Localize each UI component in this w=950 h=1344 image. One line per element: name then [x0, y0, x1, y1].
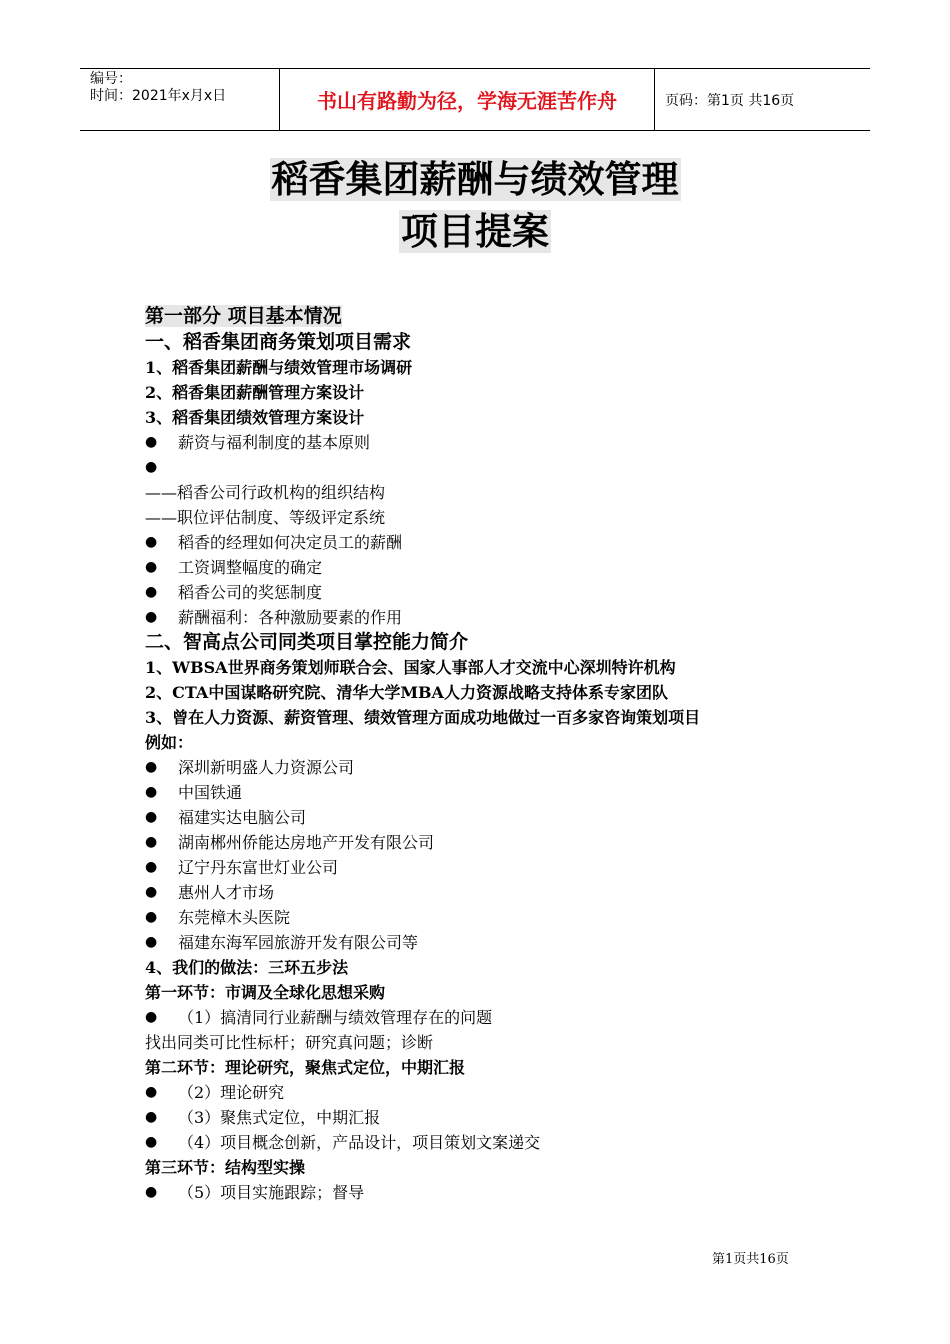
document-title-line1: 稻香集团薪酬与绩效管理	[271, 158, 679, 201]
example-item: ● 深圳新明盛人力资源公司	[145, 755, 865, 780]
bullet-icon: ●	[145, 909, 158, 925]
example-item: ● 福建实达电脑公司	[145, 805, 865, 830]
example-item: ● 湖南郴州侨能达房地产开发有限公司	[145, 830, 865, 855]
stage-heading-3: 第三环节：结构型实操	[145, 1158, 306, 1177]
number-label: 编号：	[90, 71, 132, 87]
part-heading: 第一部分 项目基本情况	[145, 305, 342, 327]
bullet-icon: ●	[145, 859, 158, 875]
document-body	[145, 303, 865, 1205]
bullet-icon: ●	[145, 1184, 158, 1200]
bullet-item: ● 稻香公司的奖惩制度	[145, 580, 865, 605]
bullet-icon: ●	[145, 1134, 158, 1150]
numbered-item: 3、曾在人力资源、薪资管理、绩效管理方面成功地做过一百多家咨询策划项目	[145, 708, 701, 727]
document-header	[80, 68, 870, 131]
dash-item: ——职位评估制度、等级评定系统	[145, 508, 386, 527]
stage-bullet: ● （5）项目实施跟踪；督导	[145, 1180, 865, 1205]
bullet-item: ● 工资调整幅度的确定	[145, 555, 865, 580]
stage-heading-1: 第一环节：市调及全球化思想采购	[145, 983, 386, 1002]
stage-plain-text: 找出同类可比性标杆；研究真问题；诊断	[145, 1033, 434, 1052]
numbered-item: 4、我们的做法：三环五步法	[145, 958, 349, 977]
example-item: ● 惠州人才市场	[145, 880, 865, 905]
bullet-icon: ●	[145, 884, 158, 900]
header-page-info: 页码：第1页 共16页	[665, 92, 795, 109]
bullet-icon: ●	[145, 434, 158, 450]
bullet-item: ● 薪酬福利：各种激励要素的作用	[145, 605, 865, 630]
example-item: ● 辽宁丹东富世灯业公司	[145, 855, 865, 880]
numbered-item: 3、稻香集团绩效管理方案设计	[145, 408, 365, 427]
section-heading-2: 二、智高点公司同类项目掌控能力简介	[145, 631, 469, 653]
document-title-line2: 项目提案	[401, 210, 549, 253]
bullet-icon: ●	[145, 1084, 158, 1100]
numbered-item: 1、WBSA世界商务策划师联合会、国家人事部人才交流中心深圳特许机构	[145, 658, 676, 677]
example-item: ● 福建东海军园旅游开发有限公司等	[145, 930, 865, 955]
page-footer: 第1页共16页	[712, 1252, 789, 1267]
bullet-icon: ●	[145, 809, 158, 825]
numbered-item: 2、稻香集团薪酬管理方案设计	[145, 383, 365, 402]
stage-bullet: ● （4）项目概念创新，产品设计，项目策划文案递交	[145, 1130, 865, 1155]
bullet-icon: ●	[145, 459, 158, 475]
bullet-icon: ●	[145, 934, 158, 950]
stage-bullet: ● （2）理论研究	[145, 1080, 865, 1105]
bullet-icon: ●	[145, 584, 158, 600]
bullet-icon: ●	[145, 1009, 158, 1025]
header-meta	[80, 69, 280, 130]
bullet-icon: ●	[145, 559, 158, 575]
bullet-item	[145, 455, 865, 480]
bullet-icon: ●	[145, 609, 158, 625]
stage-heading-2: 第二环节：理论研究，聚焦式定位，中期汇报	[145, 1058, 466, 1077]
bullet-icon: ●	[145, 759, 158, 775]
header-motto: 书山有路勤为径，学海无涯苦作舟	[280, 69, 655, 130]
dash-item: ——稻香公司行政机构的组织结构	[145, 483, 386, 502]
example-item: ● 中国铁通	[145, 780, 865, 805]
bullet-icon: ●	[145, 534, 158, 550]
section-heading-1: 一、稻香集团商务策划项目需求	[145, 331, 412, 353]
example-label: 例如：	[145, 733, 194, 752]
bullet-item: ● 薪资与福利制度的基本原则	[145, 430, 865, 455]
example-item: ● 东莞樟木头医院	[145, 905, 865, 930]
numbered-item: 2、CTA中国谋略研究院、清华大学MBA人力资源战略支持体系专家团队	[145, 683, 668, 702]
stage-bullet: ● （1）搞清同行业薪酬与绩效管理存在的问题	[145, 1005, 865, 1030]
bullet-icon: ●	[145, 834, 158, 850]
bullet-item: ● 稻香的经理如何决定员工的薪酬	[145, 530, 865, 555]
bullet-icon: ●	[145, 784, 158, 800]
time-label: 时间：2021年x月x日	[90, 88, 227, 104]
numbered-item: 1、稻香集团薪酬与绩效管理市场调研	[145, 358, 413, 377]
stage-bullet: ● （3）聚焦式定位，中期汇报	[145, 1105, 865, 1130]
bullet-icon: ●	[145, 1109, 158, 1125]
